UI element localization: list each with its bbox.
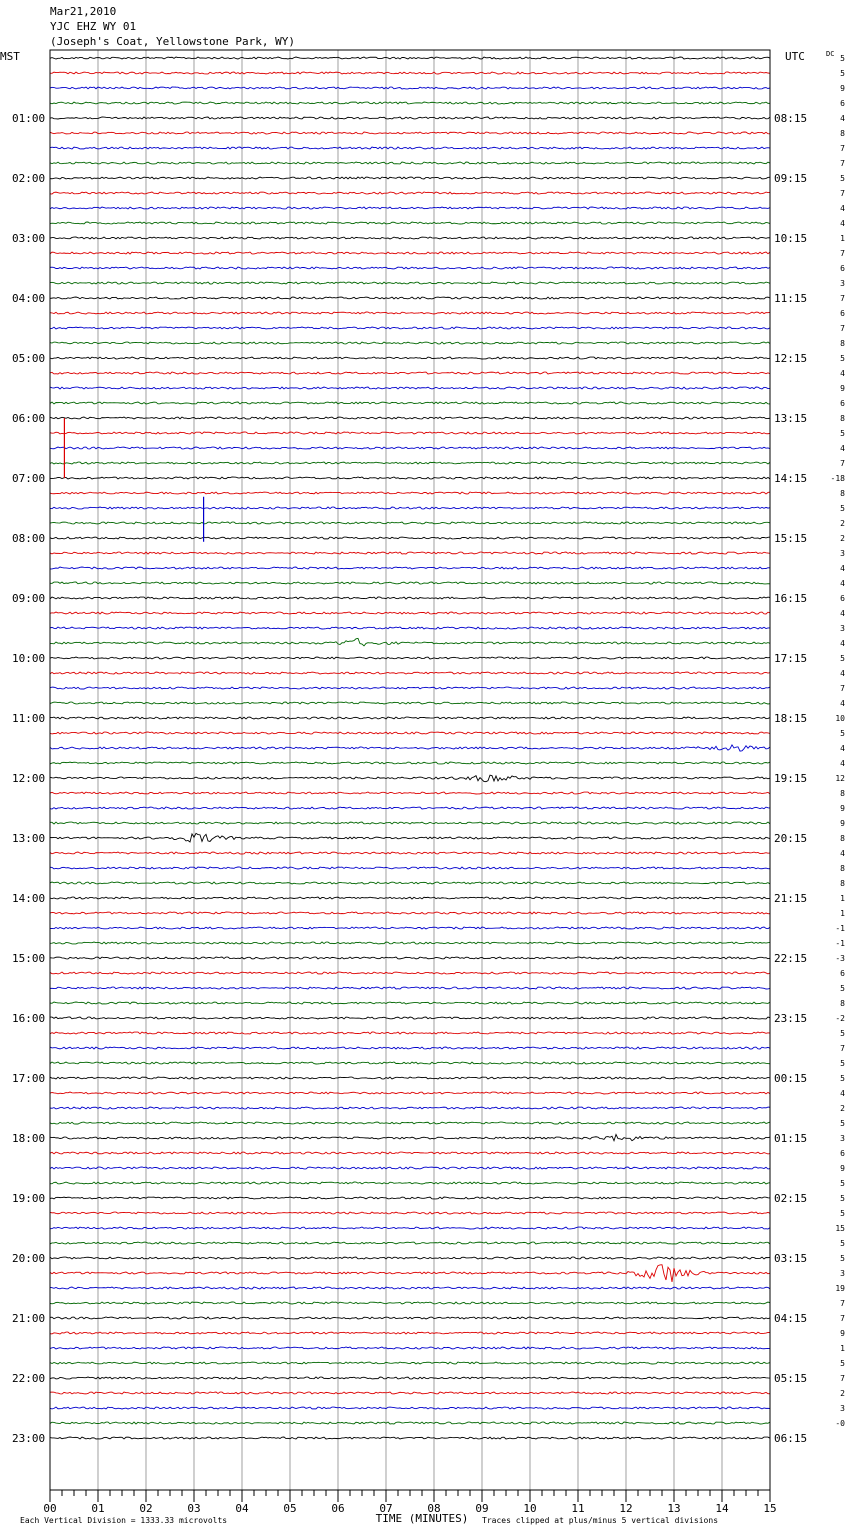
trace-3 <box>50 102 770 104</box>
dc-offset: 6 <box>840 399 845 408</box>
right-hour-label: 03:15 <box>774 1252 808 1265</box>
trace-60 <box>50 957 770 959</box>
trace-79 <box>50 1242 770 1244</box>
dc-offset: 2 <box>840 519 845 528</box>
trace-61 <box>50 972 770 974</box>
right-hour-label: 22:15 <box>774 952 808 965</box>
trace-88 <box>50 1377 770 1379</box>
dc-offset: 5 <box>840 1179 845 1188</box>
dc-offset: 7 <box>840 1374 845 1383</box>
right-hour-label: 17:15 <box>774 652 808 665</box>
dc-offset: 7 <box>840 294 845 303</box>
left-hour-label: 06:00 <box>12 412 46 425</box>
trace-87 <box>50 1362 770 1364</box>
trace-45 <box>50 732 770 734</box>
trace-91 <box>50 1422 770 1424</box>
left-hour-label: 12:00 <box>12 772 46 785</box>
x-tick-label: 07 <box>379 1502 393 1515</box>
dc-offset: 4 <box>840 744 845 753</box>
trace-16 <box>50 297 770 299</box>
right-hour-label: 21:15 <box>774 892 808 905</box>
trace-77 <box>50 1212 770 1214</box>
trace-11 <box>50 222 770 224</box>
trace-52 <box>50 833 770 842</box>
dc-offset: 4 <box>840 699 845 708</box>
dc-offset: 5 <box>840 1119 845 1128</box>
left-hour-label: 21:00 <box>12 1312 46 1325</box>
trace-28 <box>50 477 770 479</box>
trace-85 <box>50 1332 770 1334</box>
trace-42 <box>50 687 770 689</box>
trace-37 <box>50 612 770 614</box>
dc-offset: 4 <box>840 1089 845 1098</box>
trace-76 <box>50 1197 770 1199</box>
dc-offset: 6 <box>840 264 845 273</box>
dc-offset: 4 <box>840 609 845 618</box>
dc-offset: 12 <box>835 774 845 783</box>
left-hour-label: 08:00 <box>12 532 46 545</box>
dc-offset: 5 <box>840 504 845 513</box>
left-hour-label: 18:00 <box>12 1132 46 1145</box>
dc-offset: 19 <box>835 1284 845 1293</box>
trace-29 <box>50 492 770 494</box>
dc-offset: 4 <box>840 759 845 768</box>
dc-offset: 5 <box>840 654 845 663</box>
right-hour-label: 12:15 <box>774 352 808 365</box>
x-tick-label: 00 <box>43 1502 57 1515</box>
left-hour-label: 07:00 <box>12 472 46 485</box>
trace-72 <box>50 1135 770 1141</box>
trace-10 <box>50 207 770 209</box>
trace-24 <box>50 417 770 419</box>
right-hour-label: 00:15 <box>774 1072 808 1085</box>
trace-83 <box>50 1302 770 1304</box>
dc-offset: 8 <box>840 129 845 138</box>
left-hour-label: 20:00 <box>12 1252 46 1265</box>
dc-offset: -1 <box>835 924 845 933</box>
left-axis-label: MST <box>0 50 20 63</box>
trace-9 <box>50 192 770 194</box>
trace-27 <box>50 462 770 464</box>
trace-35 <box>50 582 770 584</box>
left-hour-label: 01:00 <box>12 112 46 125</box>
header <box>50 5 295 48</box>
dc-offset: 4 <box>840 579 845 588</box>
right-hour-label: 19:15 <box>774 772 808 785</box>
right-hour-label: 01:15 <box>774 1132 808 1145</box>
left-hour-label: 15:00 <box>12 952 46 965</box>
left-hour-label: 13:00 <box>12 832 46 845</box>
right-hour-label: 10:15 <box>774 232 808 245</box>
right-hour-label: 15:15 <box>774 532 808 545</box>
dc-offset: 5 <box>840 984 845 993</box>
dc-offset: 6 <box>840 969 845 978</box>
trace-15 <box>50 282 770 284</box>
dc-offset: 8 <box>840 879 845 888</box>
trace-20 <box>50 357 770 359</box>
left-hour-label: 11:00 <box>12 712 46 725</box>
trace-71 <box>50 1122 770 1124</box>
dc-offset: 8 <box>840 489 845 498</box>
trace-49 <box>50 792 770 794</box>
dc-offset: 5 <box>840 174 845 183</box>
trace-50 <box>50 807 770 809</box>
x-tick-label: 09 <box>475 1502 489 1515</box>
trace-4 <box>50 117 770 119</box>
x-tick-label: 05 <box>283 1502 297 1515</box>
trace-1 <box>50 72 770 74</box>
x-tick-label: 13 <box>667 1502 681 1515</box>
trace-12 <box>50 237 770 239</box>
trace-86 <box>50 1347 770 1349</box>
trace-6 <box>50 147 770 149</box>
right-hour-label: 02:15 <box>774 1192 808 1205</box>
right-hour-label: 16:15 <box>774 592 808 605</box>
trace-69 <box>50 1092 770 1094</box>
trace-78 <box>50 1227 770 1229</box>
dc-offset-labels <box>831 54 846 1428</box>
dc-offset: 5 <box>840 1194 845 1203</box>
dc-offset: 5 <box>840 69 845 78</box>
right-hour-label: 14:15 <box>774 472 808 485</box>
left-hour-label: 17:00 <box>12 1072 46 1085</box>
dc-offset: 5 <box>840 729 845 738</box>
x-tick-label: 14 <box>715 1502 729 1515</box>
right-hour-labels <box>774 112 807 1445</box>
dc-offset: 3 <box>840 1269 845 1278</box>
right-hour-label: 06:15 <box>774 1432 808 1445</box>
dc-offset: 5 <box>840 429 845 438</box>
trace-66 <box>50 1047 770 1049</box>
x-tick-label: 11 <box>571 1502 585 1515</box>
trace-31 <box>50 522 770 524</box>
dc-offset: -1 <box>835 939 845 948</box>
trace-40 <box>50 657 770 659</box>
trace-70 <box>50 1107 770 1109</box>
dc-offset: 5 <box>840 1239 845 1248</box>
dc-offset: 4 <box>840 204 845 213</box>
right-axis-label: UTC <box>785 50 805 63</box>
x-tick-label: 10 <box>523 1502 537 1515</box>
trace-34 <box>50 567 770 569</box>
trace-59 <box>50 942 770 944</box>
left-hour-label: 16:00 <box>12 1012 46 1025</box>
trace-41 <box>50 672 770 674</box>
trace-33 <box>50 552 770 554</box>
right-hour-label: 08:15 <box>774 112 808 125</box>
trace-68 <box>50 1077 770 1079</box>
dc-offset: 4 <box>840 444 845 453</box>
left-hour-label: 04:00 <box>12 292 46 305</box>
dc-offset: 9 <box>840 84 845 93</box>
dc-offset: 1 <box>840 909 845 918</box>
trace-67 <box>50 1062 770 1064</box>
dc-offset: -3 <box>835 954 845 963</box>
trace-89 <box>50 1392 770 1394</box>
dc-offset: 1 <box>840 1344 845 1353</box>
dc-offset: 8 <box>840 999 845 1008</box>
dc-offset: 8 <box>840 864 845 873</box>
trace-14 <box>50 267 770 269</box>
trace-80 <box>50 1257 770 1259</box>
header-station: YJC EHZ WY 01 <box>50 20 137 33</box>
trace-23 <box>50 402 770 404</box>
trace-18 <box>50 327 770 329</box>
dc-offset: 9 <box>840 1329 845 1338</box>
dc-offset: 4 <box>840 849 845 858</box>
dc-offset: 7 <box>840 1314 845 1323</box>
dc-offset: 2 <box>840 1104 845 1113</box>
trace-25 <box>50 432 770 434</box>
trace-8 <box>50 177 770 179</box>
dc-offset: 3 <box>840 549 845 558</box>
x-axis-title: TIME (MINUTES) <box>375 1512 469 1525</box>
dc-offset: 4 <box>840 669 845 678</box>
trace-43 <box>50 702 770 704</box>
trace-63 <box>50 1002 770 1004</box>
trace-82 <box>50 1287 770 1289</box>
x-tick-label: 02 <box>139 1502 153 1515</box>
dc-offset: 5 <box>840 1074 845 1083</box>
x-tick-label: 12 <box>619 1502 633 1515</box>
left-hour-labels <box>12 112 45 1445</box>
header-date: Mar21,2010 <box>50 5 117 18</box>
dc-offset: -0 <box>835 1419 845 1428</box>
dc-offset: 8 <box>840 789 845 798</box>
trace-19 <box>50 342 770 344</box>
trace-2 <box>50 87 770 89</box>
dc-offset: 3 <box>840 1404 845 1413</box>
dc-offset: 6 <box>840 99 845 108</box>
x-tick-label: 03 <box>187 1502 201 1515</box>
trace-32 <box>50 537 770 539</box>
right-hour-label: 05:15 <box>774 1372 808 1385</box>
dc-offset: 2 <box>840 534 845 543</box>
trace-13 <box>50 252 770 254</box>
trace-62 <box>50 987 770 989</box>
trace-74 <box>50 1167 770 1169</box>
trace-39 <box>50 638 770 645</box>
dc-offset: 6 <box>840 594 845 603</box>
dc-offset: 8 <box>840 414 845 423</box>
dc-offset: 9 <box>840 804 845 813</box>
x-tick-label: 15 <box>763 1502 777 1515</box>
dc-offset: 1 <box>840 234 845 243</box>
trace-38 <box>50 627 770 629</box>
left-hour-label: 23:00 <box>12 1432 46 1445</box>
dc-offset: 7 <box>840 189 845 198</box>
dc-offset: 4 <box>840 219 845 228</box>
trace-57 <box>50 912 770 914</box>
trace-84 <box>50 1317 770 1319</box>
trace-53 <box>50 852 770 854</box>
right-hour-label: 18:15 <box>774 712 808 725</box>
dc-offset: 7 <box>840 459 845 468</box>
dc-offset: 5 <box>840 1029 845 1038</box>
dc-offset: -18 <box>830 474 845 483</box>
right-hour-label: 13:15 <box>774 412 808 425</box>
dc-offset: 15 <box>835 1224 845 1233</box>
trace-17 <box>50 312 770 314</box>
trace-5 <box>50 132 770 134</box>
dc-offset: 5 <box>840 1059 845 1068</box>
dc-offset: 5 <box>840 1359 845 1368</box>
dc-offset: -2 <box>835 1014 845 1023</box>
left-hour-label: 19:00 <box>12 1192 46 1205</box>
dc-offset: 8 <box>840 339 845 348</box>
trace-48 <box>50 775 770 781</box>
dc-offset: 6 <box>840 309 845 318</box>
footnote-right: Traces clipped at plus/minus 5 vertical divisions <box>482 1516 719 1525</box>
right-hour-label: 20:15 <box>774 832 808 845</box>
dc-offset: 2 <box>840 1389 845 1398</box>
right-hour-label: 09:15 <box>774 172 808 185</box>
trace-54 <box>50 867 770 869</box>
left-hour-label: 10:00 <box>12 652 46 665</box>
trace-75 <box>50 1182 770 1184</box>
trace-64 <box>50 1017 770 1019</box>
x-tick-label: 04 <box>235 1502 249 1515</box>
dc-offset: 3 <box>840 1134 845 1143</box>
right-hour-label: 11:15 <box>774 292 808 305</box>
dc-offset: 7 <box>840 1044 845 1053</box>
trace-92 <box>50 1437 770 1439</box>
trace-44 <box>50 717 770 719</box>
dc-offset: 5 <box>840 1254 845 1263</box>
header-location: (Joseph's Coat, Yellowstone Park, WY) <box>50 35 296 48</box>
trace-73 <box>50 1152 770 1154</box>
dc-offset: 9 <box>840 1164 845 1173</box>
dc-offset: 4 <box>840 114 845 123</box>
dc-offset: 10 <box>835 714 845 723</box>
dc-offset: 5 <box>840 54 845 63</box>
x-tick-label: 01 <box>91 1502 105 1515</box>
x-tick-label: 06 <box>331 1502 345 1515</box>
trace-21 <box>50 372 770 374</box>
dc-offset: 3 <box>840 279 845 288</box>
dc-offset: 9 <box>840 819 845 828</box>
trace-36 <box>50 597 770 599</box>
trace-90 <box>50 1407 770 1409</box>
dc-offset: 9 <box>840 384 845 393</box>
left-hour-label: 02:00 <box>12 172 46 185</box>
dc-header: DC <box>826 50 835 58</box>
dc-offset: 3 <box>840 624 845 633</box>
trace-0 <box>50 57 770 59</box>
dc-offset: 7 <box>840 684 845 693</box>
trace-58 <box>50 927 770 929</box>
trace-group <box>50 57 770 1439</box>
trace-65 <box>50 1032 770 1034</box>
left-hour-label: 09:00 <box>12 592 46 605</box>
trace-22 <box>50 387 770 389</box>
trace-81 <box>50 1265 770 1282</box>
dc-offset: 6 <box>840 1149 845 1158</box>
dc-offset: 5 <box>840 1209 845 1218</box>
left-hour-label: 14:00 <box>12 892 46 905</box>
trace-46 <box>50 745 770 751</box>
footnote-left: Each Vertical Division = 1333.33 microvolts <box>20 1516 228 1525</box>
dc-offset: 4 <box>840 369 845 378</box>
trace-47 <box>50 762 770 764</box>
left-hour-label: 05:00 <box>12 352 46 365</box>
dc-offset: 7 <box>840 324 845 333</box>
dc-offset: 7 <box>840 159 845 168</box>
right-hour-label: 23:15 <box>774 1012 808 1025</box>
left-hour-label: 03:00 <box>12 232 46 245</box>
trace-56 <box>50 897 770 899</box>
right-hour-label: 04:15 <box>774 1312 808 1325</box>
trace-55 <box>50 882 770 884</box>
dc-offset: 1 <box>840 894 845 903</box>
dc-offset: 4 <box>840 639 845 648</box>
dc-offset: 4 <box>840 564 845 573</box>
dc-offset: 8 <box>840 834 845 843</box>
trace-26 <box>50 447 770 449</box>
dc-offset: 5 <box>840 354 845 363</box>
dc-offset: 7 <box>840 144 845 153</box>
x-tick-label: 08 <box>427 1502 441 1515</box>
trace-30 <box>50 507 770 509</box>
dc-offset: 7 <box>840 1299 845 1308</box>
left-hour-label: 22:00 <box>12 1372 46 1385</box>
trace-51 <box>50 822 770 824</box>
dc-offset: 7 <box>840 249 845 258</box>
trace-7 <box>50 162 770 164</box>
